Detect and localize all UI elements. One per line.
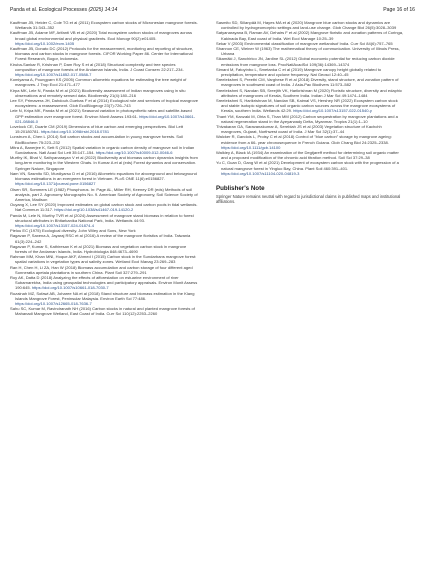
reference-text: Rozainah MZ, Sofawi AB, Joharee NA et al (2018) Stand structure and biomass estimation in the Klang Islands Mangrove Forest, Peninsular Malaysia. Environ Earth Sci 77:486. bbox=[10, 290, 195, 301]
reference-doi-link[interactable]: https://doi.org/10.1007/s12665-018-7636-7 bbox=[15, 300, 92, 306]
reference-doi-link[interactable]: https://doi.org/10.1007/s11852-017-0588-7 bbox=[15, 72, 92, 78]
reference-text: Lovelock CE, Duarte CM (2019) Dimensions of blue carbon and emerging perspectives. Biol Lett 15:20180781. bbox=[10, 124, 183, 135]
reference-text: Kirpa MK, Lele N, Panda M et al (2021) Biodiversity assessment of Indian mangroves using in situ observations and remotely sensed data. Biodiversity 21(4):180–216 bbox=[10, 87, 186, 98]
reference-item bbox=[10, 254, 198, 264]
publishers-note-title: Publisher's Note bbox=[216, 185, 265, 193]
reference-text: Panda M, Lele N, Murthy TVR et al (2024) Assessment of mangrove stand biomass in relation to forest structural attributes in Bhitarkanika National Park, India. Wetlands 44:93. bbox=[10, 212, 194, 223]
reference-text: Walcker R, Gandois L, Proisy C et al (2018) Control of "blue carbon" storage by mangrove ageing: evidence from a 66- year chronosequence in French Guiana. Glob Chang Biol 24:2325–2338. bbox=[216, 134, 392, 145]
reference-text: Sreelekshmi S, Preethi CM, Varghese R et al (2018) Diversity, stand structure, and zonation pattern of mangroves in southwest coast of India. J Asia-Pac Biodivers 11:573–582 bbox=[216, 77, 399, 88]
reference-text: Sekar V (2003) Environmental classification of mangrove wetlandsof India. Curr Sci 84(6):757–765 bbox=[216, 40, 393, 46]
publishers-note bbox=[216, 185, 404, 204]
reference-text: Walkley A, Black IA (1934) An examination of the Degtjareff method for determining soil organic matter and a proposed modification of the chromic acid titration method. Soil Sci 37:29–38 bbox=[216, 150, 399, 161]
reference-column-left bbox=[10, 20, 198, 317]
reference-text: Murthy IK, Bhat V, Sathyanarayan V et al (2022) Biodiversity and biomass carbon dynamics insights from long-term monitoring in the Western Ghats. In Kumar A et al (eds) Forest dynamics and conservation. Springer Nature, Singapore bbox=[10, 155, 198, 171]
reference-item bbox=[10, 187, 198, 203]
reference-text: Mitra A, Banerjee K, Sett S (2012) Spatial variation in organic carbon density of mangrove soil in Indian Sundarbans. Natl Acad Sci Lett 35:147–154. bbox=[10, 144, 195, 156]
reference-text: Thant YM, Kanzaki M, Ohta S, Than MM (2012) Carbon sequestration by mangrove plantations and a natural regeneration stand in the Ayeyarwady Delta, Myanmar. Tropics 21(1):1–10 bbox=[216, 113, 398, 124]
reference-text: Kauffman JB, Heider C, Cole TG et al (2011) Ecosystem carbon stocks of Micronesian mangrove forests. Wetlands 31:343–352 bbox=[10, 20, 198, 31]
reference-item bbox=[10, 155, 198, 171]
reference-text: Shannon CE, Weiner W (1963) The mathematical theory of communication. University of Illinois Press, Urbana bbox=[216, 46, 400, 57]
journal-name: Panda et al. Ecological Processes bbox=[10, 7, 88, 13]
page-number: Page 16 of 16 bbox=[383, 7, 415, 13]
reference-doi-link[interactable]: https://doi.org/10.1007/s13157-024-01874-4 bbox=[15, 222, 94, 228]
reference-item bbox=[10, 46, 198, 62]
reference-text: Thivakaran GA, Saravanakumar A, Serebiah JS et al (2003) Vegetation structure of Kachchh mangroves, Gujarat, Northwest coast of India. J Mar Sci 32(1):37–44 bbox=[216, 124, 382, 135]
reference-item bbox=[10, 124, 198, 134]
reference-column-right bbox=[216, 20, 404, 205]
reference-item bbox=[216, 20, 404, 30]
reference-doi-link[interactable]: https://doi.org/10.1007/s10661-018-7030-7 bbox=[31, 285, 109, 291]
reference-doi-link[interactable]: https://doi.org/10.1371/journal.pone.0156827 bbox=[15, 181, 96, 187]
reference-item bbox=[216, 56, 404, 66]
reference-item bbox=[10, 171, 198, 187]
reference-text: Roy AK, Datta D (2018) Analyzing the effects of afforestation on estuarine environment of river Subarnarekha, India using geospatial technologies and participatory appraisals. Environ Monit Assess 190:645. bbox=[10, 274, 198, 291]
reference-item bbox=[10, 20, 198, 30]
reference-columns bbox=[10, 20, 415, 560]
journal-issue: (2025) 14:14 bbox=[88, 7, 118, 13]
reference-text: Kauffman JB, Adame MF, Arifanti VB et al (2020) Total ecosystem carbon stocks of mangroves across broad global environmental and physical gradients. Ecol Monogr 90(2):e01405. bbox=[10, 30, 193, 41]
reference-text: Lee SY, Primavera JH, Dahdouh-Guebas F et al (2014) Ecological role and services of tropical mangrove ecosystems: a reassessment. Glob EcolBiogeogr 23(7):726–743 bbox=[10, 98, 198, 109]
reference-item bbox=[216, 160, 404, 176]
reference-text: Nam VN, Sasmito SD, Murdiyarso D et al (2016) Allometric equations for aboveground and belowground biomass estimations in an evergreen forest in Vietnam. PLoS ONE 11(6):e0156827. bbox=[10, 170, 197, 182]
reference-item bbox=[10, 62, 198, 78]
reference-doi-link[interactable]: https://doi.org/10.1007/s13157-022-01540-y bbox=[293, 108, 372, 114]
reference-doi-link[interactable]: https://doi.org/10.1038/s41467-019-14120-2 bbox=[54, 207, 134, 213]
reference-text: Rahman MM, Khan MNI, Hoque AKF, Ahmed I (2015) Carbon stock in the Sundarbans mangrove forest: spatial variations in vegetation types and salinity zones. Wetland Ecol Manag 23:269–283 bbox=[10, 254, 197, 265]
publishers-note-text: Springer Nature remains neutral with regard to jurisdictional claims in published maps and institutional affiliations. bbox=[216, 194, 401, 205]
reference-item bbox=[10, 88, 198, 98]
reference-text: Simard M, Fatoyinbo L, Smetanka C et al (2019) Mangrove canopy height globally related to precipitation, temperature and cyclone frequency. Nat Geosci 12:40–45 bbox=[216, 66, 382, 78]
reference-item bbox=[10, 233, 198, 243]
reference-text: Sasmito SD, Sillanpää M, Hayes MA et al (2020) Mangrove blue carbon stocks and dynamics are controlled by hydrogeomorphic settings and land-use change. Glob Change Biol 26(5):3028–3039 bbox=[216, 20, 397, 31]
reference-text: Ragavan P, Saxena A, Jayaraj RSC et al (2016) A review of the mangrove floristics of India. Taiwania 61(3):224–242 bbox=[10, 233, 191, 244]
reference-doi-link[interactable]: https://doi.org/10.1007/s40009-012-0046-6 bbox=[95, 150, 173, 156]
reference-item bbox=[10, 145, 198, 155]
reference-text: Sahu SC, Kumar M, Ravindranath NH (2016) Carbon stocks in natural and planted mangrove forests of Mahanadi Mangrove Wetland, East Coast of India. Curr Sci 110(12):2253–2260 bbox=[10, 306, 195, 317]
reference-item bbox=[216, 88, 404, 98]
reference-item bbox=[10, 134, 198, 144]
reference-item bbox=[216, 77, 404, 87]
reference-text: Ragavan P, Kumar S, Kathiresan K et al (2021) Biomass and vegetation carbon stock in mangrove forests of the Andaman Islands, India. Hydrobiologia 848:4673–4690 bbox=[10, 243, 187, 254]
reference-item bbox=[10, 30, 198, 46]
reference-doi-link[interactable]: https://doi.org/10.1098/rsbl.2018.0781 bbox=[40, 129, 110, 135]
reference-item bbox=[10, 213, 198, 229]
reference-item bbox=[216, 124, 404, 134]
reference-text: Olsen SR, Sommers LE (1982) Phosphorus. In: Page AL, Miller RH, Keeney DR (eds) Methods of soil analysis, part 2. Agronomy Monographs No. 9. American Society of Agronomy, Soil Science Society of America, Madison bbox=[10, 186, 198, 202]
reference-list-right bbox=[216, 20, 404, 176]
reference-text: Satyanarayana B, Raman AV, Dehairs F et al (2002) Mangrove floristic and zonation patterns of Coringa, Kakinada Bay, East coast of India. Wet Ecol Manage 10:25–39 bbox=[216, 30, 404, 41]
reference-item bbox=[10, 306, 198, 316]
reference-item bbox=[216, 114, 404, 124]
reference-text: Kauffman JB, Donato DC (2012) Protocols for the measurement, monitoring and reporting of structure, biomass and carbon stocks in mangrove forests. CIFOR Working Paper 86. Center for International Forest Research, Bogor, Indonesia. bbox=[10, 46, 194, 62]
page-header bbox=[10, 5, 415, 15]
reference-text: Yu C, Guan D, Gang W et al (2021) Development of ecosystem carbon stock with the progression of a natural mangrove forest in Yingluo Bay, China. Plant Soil 460:391–401. bbox=[216, 160, 399, 171]
reference-text: Kiruba-Sankar R, Krishnan P, Dam Roy S et al (2018) Structural complexity and tree species composition of mangrove forests of the Andaman Islands, India. J Coast Conserv 22:217–234. bbox=[10, 61, 184, 72]
reference-item bbox=[216, 46, 404, 56]
reference-item bbox=[10, 108, 198, 124]
reference-text: Lele N, Kripa MK, Panda M et al (2021) Seasonal variation in photosynthetic rates and satellite-based GPP estimation over mangrove forest. Environ Monit Assess 193:61. bbox=[10, 108, 192, 119]
reference-text: Ran H, Chen H, Li ZA, Han W (2018) Biomass accumulation and carbon storage of four different aged Sonneratia apetala plantations in southern China. Plant Soil 327:279–291 bbox=[10, 264, 193, 275]
reference-item bbox=[216, 98, 404, 114]
reference-item bbox=[10, 98, 198, 108]
reference-doi-link[interactable]: https://doi.org/10.1002/ecm.1405 bbox=[15, 40, 75, 46]
reference-text: Lunstrum A, Chen L (2014) Soil carbon stocks and accumulation in young mangrove forests. Soil BiolBiochem 75:223–232 bbox=[10, 134, 184, 145]
reference-doi-link[interactable]: https://doi.org/10.1007/s11104-020-04819-3 bbox=[221, 170, 300, 176]
reference-text: Ouyang X, Lee SY (2020) Improved estimates on global carbon stock and carbon pools in tidal wetlands. Nat Commun 11:317. bbox=[10, 202, 198, 213]
journal-citation bbox=[10, 5, 117, 15]
reference-text: Pielou EC (1975) Ecological diversity. John Wiley and Sons, New York bbox=[10, 228, 136, 234]
reference-item bbox=[216, 67, 404, 77]
reference-item bbox=[216, 150, 404, 160]
reference-item bbox=[10, 265, 198, 275]
reference-text: Sikamäki J, Sanchirico JN, Jardine SL (2012) Global economic potential for reducing carbon dioxide emissions from mangrove loss. ProcNatlAcadSci 109(36):14369–14374 bbox=[216, 56, 395, 67]
reference-item bbox=[10, 275, 198, 291]
reference-doi-link[interactable]: https://doi.org/10.1111/gcb.14100 bbox=[221, 144, 281, 150]
reference-text: Komiyama A, Poungparn KS (2005) Common allometric equations for estimating the tree weight of mangroves. J Trop Ecol 21:471–477 bbox=[10, 77, 187, 88]
reference-doi-link[interactable]: https://doi.org/10.1007/s10661-021-08846-0 bbox=[15, 113, 196, 124]
reference-item bbox=[10, 202, 198, 212]
reference-item bbox=[10, 244, 198, 254]
reference-text: Sreelekshmi S, Nandan SB, Sreejith VK, Harikrishnan M (2020) Floristic structure, diversity and edaphic attributes of mangroves of Kerala, Southern India. Indian J Mar Sci 49:1474–1484 bbox=[216, 87, 403, 98]
reference-item bbox=[10, 291, 198, 307]
reference-item bbox=[10, 77, 198, 87]
reference-item bbox=[216, 134, 404, 150]
reference-text: Sreelekshmi S, Harikrishnan M, Nandan SB, Kaimal VS, Hershey NR (2022) Ecosystem carbon stock and stable isotopic signatures of soil organic carbon sources across the mangrove ecosystems of Kerala, southern India. Wetlands 42:29. bbox=[216, 98, 398, 114]
reference-item bbox=[216, 30, 404, 40]
